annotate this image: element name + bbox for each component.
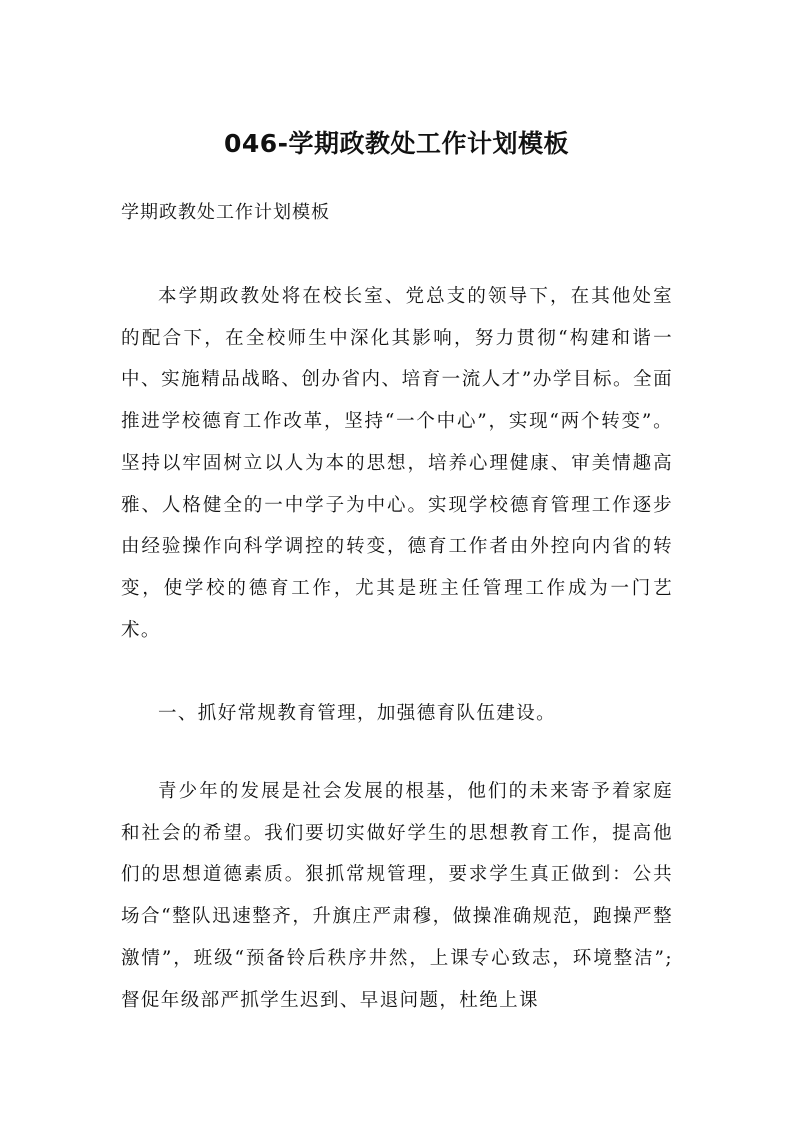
section-heading-1: 一、抓好常规教育管理，加强德育队伍建设。 [158,703,557,724]
document-subtitle: 学期政教处工作计划模板 [121,202,330,223]
paragraph-intro: 本学期政教处将在校长室、党总支的领导下，在其他处室的配合下，在全校师生中深化其影响，努力贯彻“构建和谐一中、实施精品战略、创办省内、培育一流人才”办学目标。全面推进学校德育工作改革，坚持“一个中心”，实现“两个转变”。坚持以牢固树立以人为本的思想，培养心理健康、审美情趣高雅、人格健全的一中学子为中心。实现学校德育管理工作逐步由经验操作向科学调控的转变，德育工作者由外控向内省的转变，使学校的德育工作，尤其是班主任管理工作成为一门艺术。 [121,286,673,641]
paragraph-section-1: 青少年的发展是社会发展的根基，他们的未来寄予着家庭和社会的希望。我们要切实做好学生的思想教育工作，提高他们的思想道德素质。狠抓常规管理，要求学生真正做到：公共场合“整队迅速整齐，升旗庄严肃穆，做操准确规范，跑操严整激情”，班级“预备铃后秩序井然，上课专心致志，环境整洁”;督促年级部严抓学生迟到、早退问题，杜绝上课 [121,781,673,1011]
document-title: 046-学期政教处工作计划模板 [223,129,570,158]
